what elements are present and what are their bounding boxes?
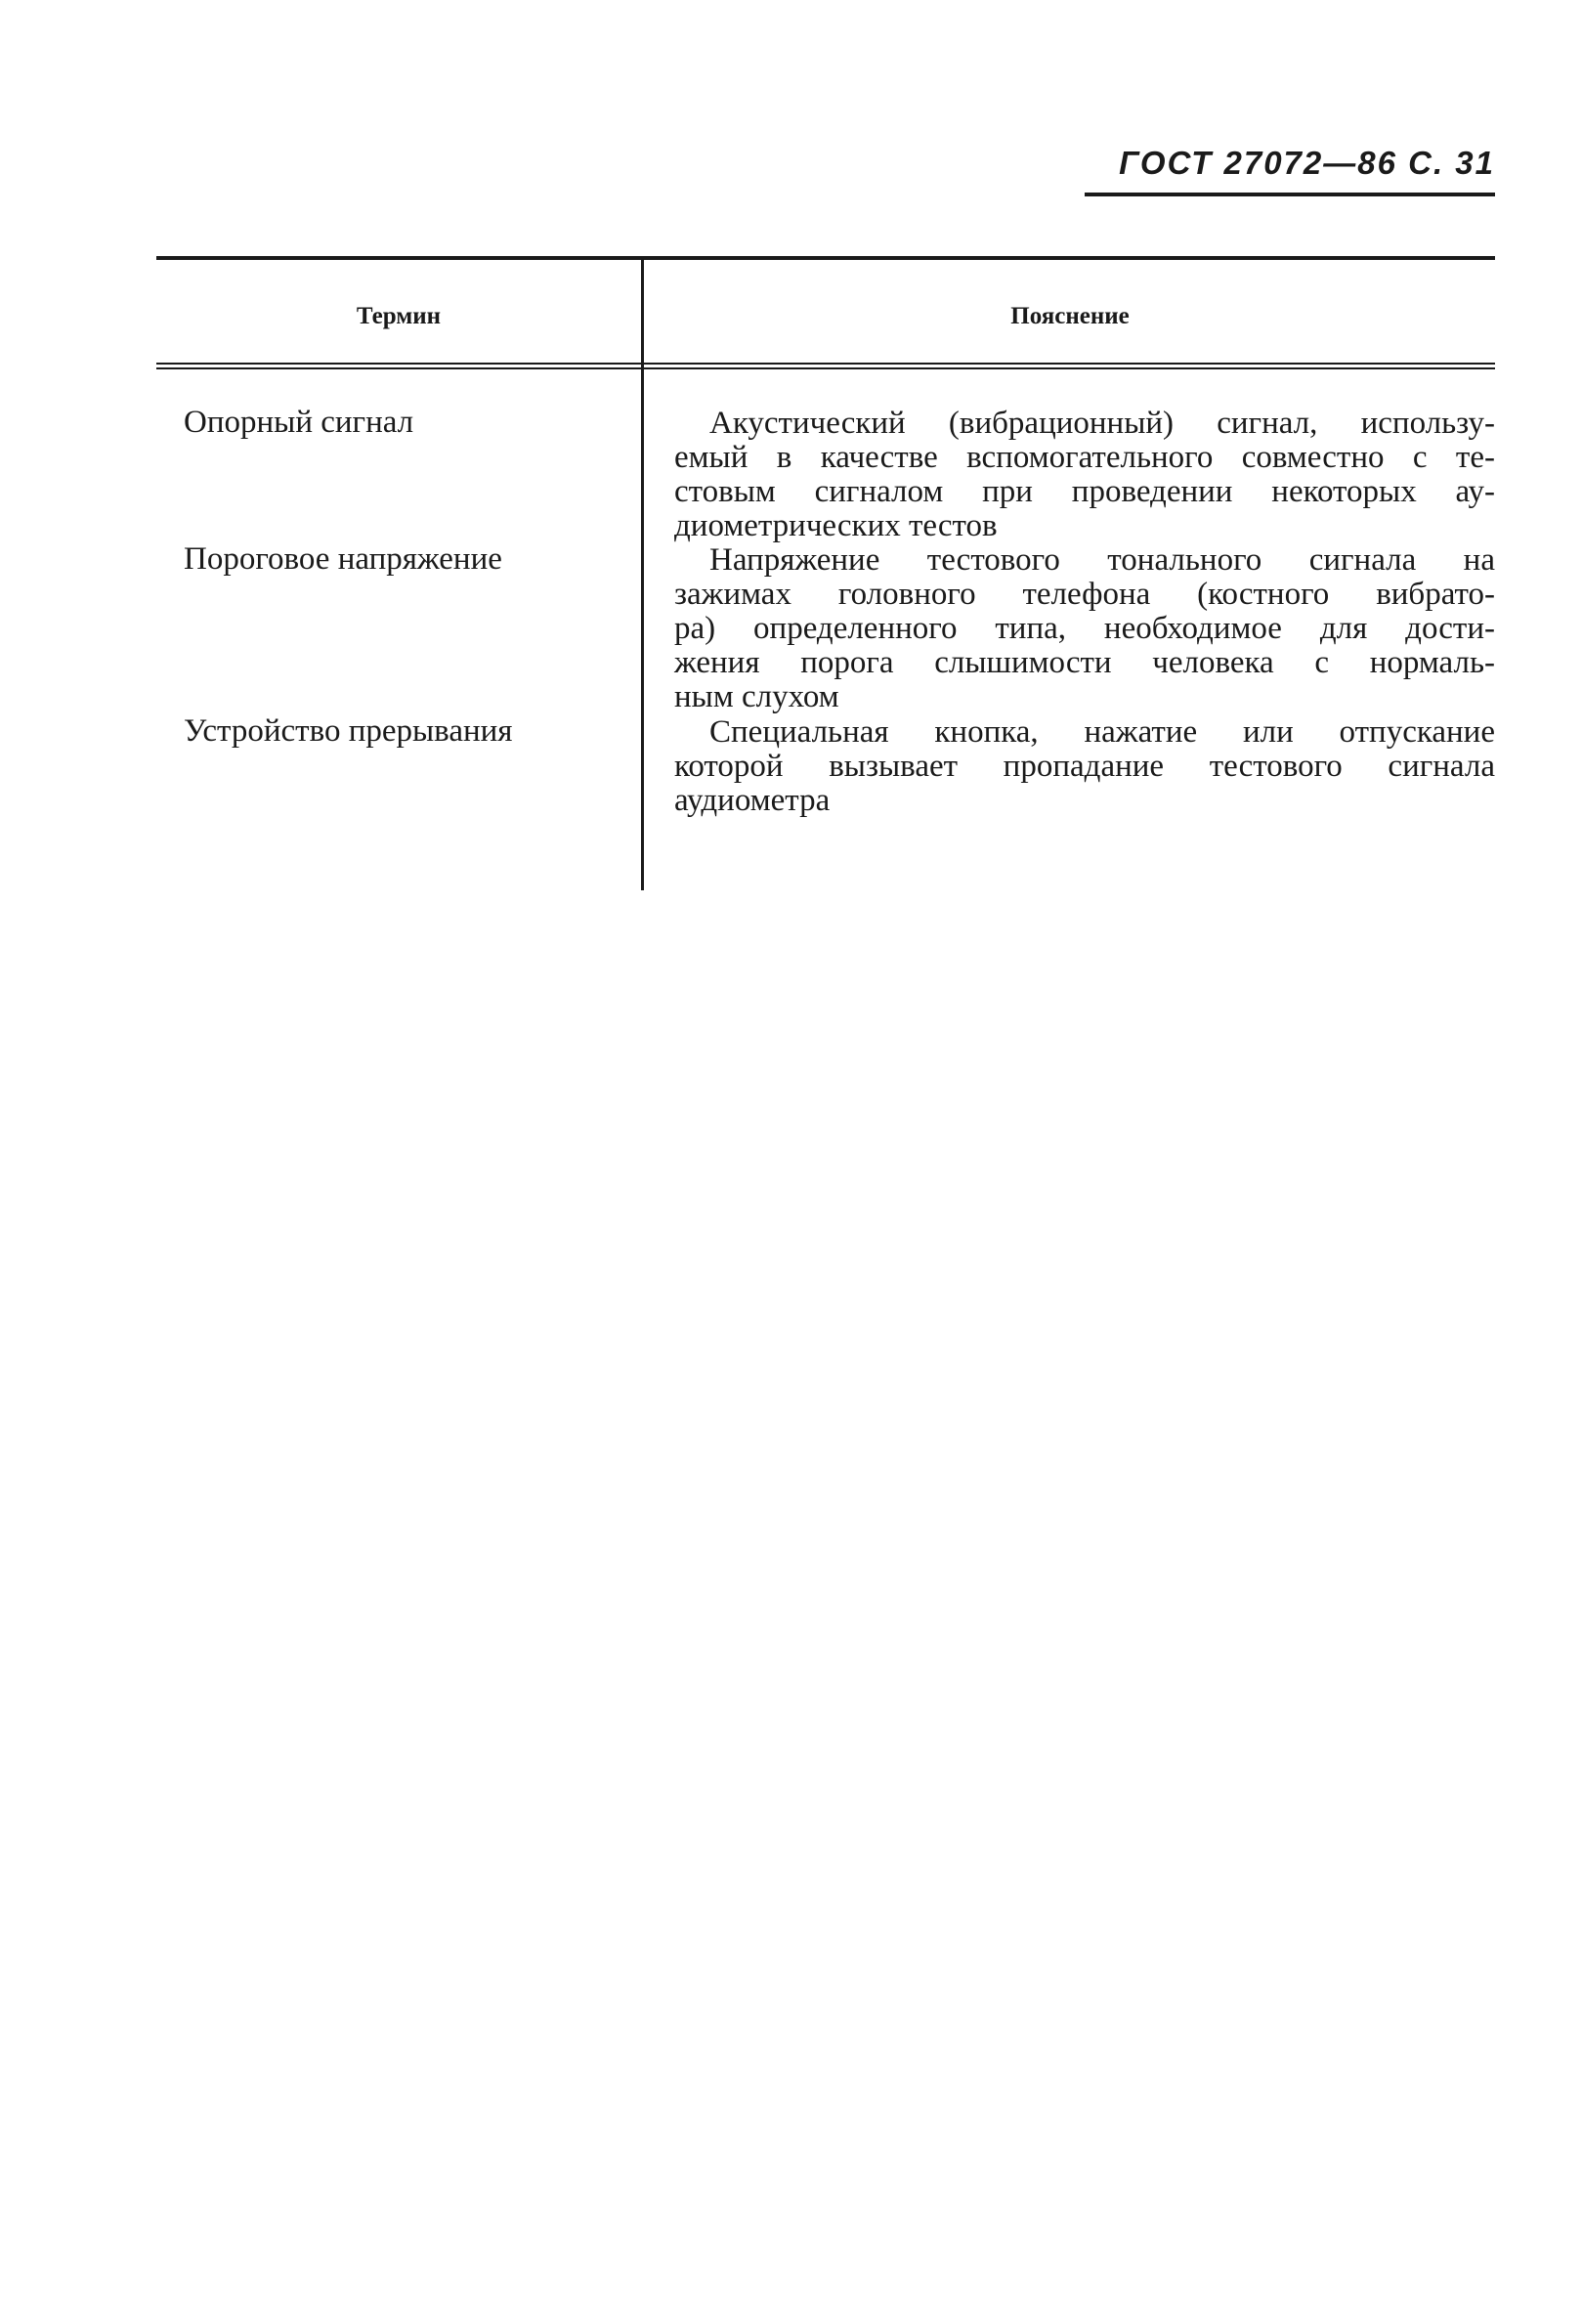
explanation-line: аудиометра: [674, 783, 831, 818]
explanation-reference-signal: [674, 407, 1495, 543]
header-rule: [1085, 193, 1495, 196]
explanation-line: емый в качестве вспомогательного совместно с те-: [674, 440, 1495, 475]
table-header-rule: [156, 363, 1495, 369]
column-divider: [641, 260, 644, 890]
explanation-line: Специальная кнопка, нажатие или отпускание: [709, 714, 1495, 750]
explanation-interrupt-device: [674, 715, 1495, 818]
explanation-threshold-voltage: [674, 543, 1495, 714]
page-header: ГОСТ 27072—86 С. 31: [1119, 145, 1495, 181]
term-threshold-voltage: Пороговое напряжение: [184, 541, 502, 577]
explanation-line: Акустический (вибрационный) сигнал, использу-: [709, 406, 1495, 441]
explanation-line: ра) определенного типа, необходимое для дости-: [674, 611, 1495, 646]
table-top-rule: [156, 256, 1495, 260]
term-reference-signal: Опорный сигнал: [184, 405, 414, 440]
term-interrupt-device: Устройство прерывания: [184, 713, 513, 749]
explanation-line: Напряжение тестового тонального сигнала на: [709, 542, 1495, 578]
explanation-line: жения порога слышимости человека с нормаль-: [674, 645, 1495, 680]
column-header-term: Термин: [356, 303, 442, 329]
explanation-line: стовым сигналом при проведении некоторых ау-: [674, 474, 1495, 509]
column-header-explanation: Пояснение: [1010, 303, 1130, 329]
explanation-line: ным слухом: [674, 679, 839, 714]
explanation-line: диометрических тестов: [674, 508, 998, 543]
explanation-line: которой вызывает пропадание тестового сигнала: [674, 749, 1495, 784]
explanation-line: зажимах головного телефона (костного вибрато-: [674, 577, 1495, 612]
